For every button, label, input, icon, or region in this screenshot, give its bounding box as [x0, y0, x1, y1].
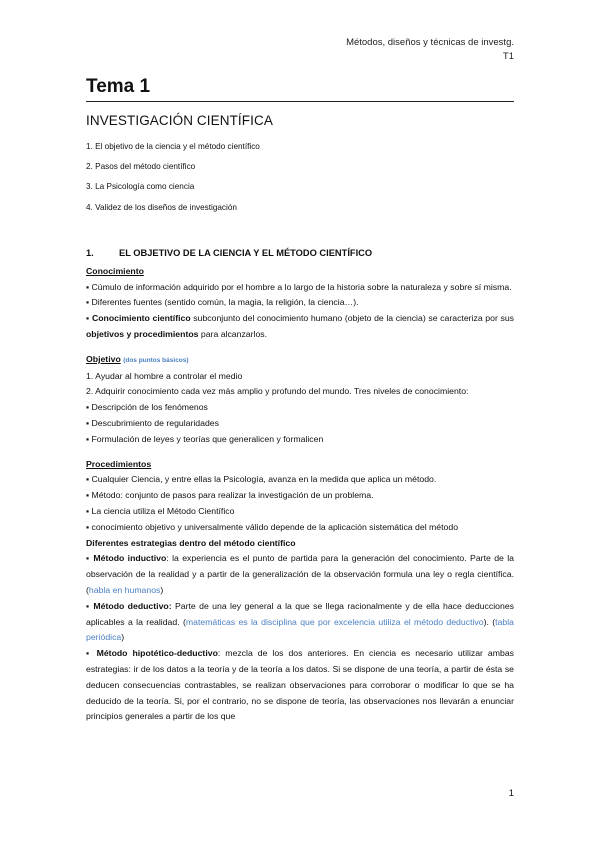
paragraph: ▪ Cualquier Ciencia, y entre ellas la Psicología, avanza en la medida que aplica un método.: [86, 474, 437, 485]
paragraph: 1. Ayudar al hombre a controlar el medio: [86, 370, 243, 381]
text-run: : mezcla de los dos anteriores. En ciencia es necesario utilizar ambas estrategias: ir de los datos a la teoría y de la teoría a los datos. Si se dispone de una teoría, a partir de ésta se deducen consecuencias contrastables, se realizan observaciones para corroborar o modificar lo que se ha deducido de la teoría. Si, por el contrario, no se dispone de teoría, las observaciones nos llevarán a enunciar principios generales a partir de los que: [86, 648, 514, 722]
paragraph: ▪ La ciencia utiliza el Método Científico: [86, 505, 235, 516]
paragraph: [86, 311, 514, 343]
subheading-objetivo: Objetivo: [86, 353, 121, 364]
section-title: EL OBJETIVO DE LA CIENCIA Y EL MÉTODO CIENTÍFICO: [119, 248, 373, 258]
text-run: ). (: [483, 616, 496, 627]
header-course-title: Métodos, diseños y técnicas de investg.: [346, 37, 514, 48]
bold-term: ▪ Método deductivo:: [86, 600, 172, 611]
bold-term: ▪ Método hipotético-deductivo: [86, 648, 218, 659]
section-number: 1.: [86, 248, 94, 258]
paragraph: [86, 551, 514, 598]
text-run: subconjunto del conocimiento humano (objeto de la ciencia) se caracteriza por sus: [190, 313, 515, 324]
text-run: ): [160, 584, 164, 595]
paragraph: ▪ Descubrimiento de regularidades: [86, 417, 219, 428]
spacer: [86, 448, 514, 457]
toc-item: 4. Validez de los diseños de investigación: [86, 202, 237, 212]
toc-item: 3. La Psicología como ciencia: [86, 182, 195, 192]
subheading-conocimiento: Conocimiento: [86, 265, 144, 276]
running-header: [346, 36, 514, 64]
text-run: : la experiencia es el punto de partida para la generación del conocimiento. Parte de la observación de la realidad y a partir de la generalización de la observación formula una ley o regla científica. (: [86, 553, 514, 595]
text-run: para alcanzarlos.: [198, 328, 268, 339]
bold-term: ▪ Método inductivo: [86, 553, 167, 564]
body-text: [86, 246, 514, 725]
paragraph: ▪ Diferentes fuentes (sentido común, la magia, la religión, la ciencia…).: [86, 297, 359, 308]
paragraph: ▪ Método: conjunto de pasos para realizar la investigación de un problema.: [86, 490, 374, 501]
annotation-note: matemáticas es la disciplina que por excelencia utiliza el método deductivo: [185, 616, 484, 627]
text-run: Parte de una ley general a la que se llega racionalmente y de ella hace deducciones aplicables a la realidad. (: [86, 600, 514, 627]
paragraph: [86, 599, 514, 646]
bold-term: objetivos y procedimientos: [86, 328, 199, 339]
title-divider: [86, 101, 514, 102]
annotation-note: tabla periódica: [86, 616, 514, 643]
text-run: ): [121, 632, 125, 643]
paragraph: 2. Adquirir conocimiento cada vez más amplio y profundo del mundo. Tres niveles de conocimiento:: [86, 386, 469, 397]
annotation-note: (dos puntos básicos): [123, 356, 189, 364]
page-number: 1: [508, 788, 514, 799]
spacer: [86, 343, 514, 352]
page-title: Tema 1: [86, 76, 151, 97]
paragraph: ▪ conocimiento objetivo y universalmente válido depende de la aplicación sistemática del método: [86, 521, 459, 532]
section-heading: [86, 246, 514, 262]
annotation-note: habla en humanos: [88, 584, 161, 595]
page-subtitle: INVESTIGACIÓN CIENTÍFICA: [86, 113, 273, 128]
paragraph: ▪ Cúmulo de información adquirido por el hombre a lo largo de la historia sobre la naturaleza y sobre sí misma.: [86, 281, 512, 292]
toc-item: 1. El objetivo de la ciencia y el método científico: [86, 142, 260, 151]
paragraph: ▪ Formulación de leyes y teorías que generalicen y formalicen: [86, 433, 324, 444]
bullet: ▪: [86, 313, 92, 324]
header-topic-code: T1: [502, 51, 514, 62]
objetivo-heading-line: [86, 352, 514, 369]
paragraph: [86, 646, 514, 725]
bold-term: Conocimiento científico: [91, 313, 191, 324]
paragraph: ▪ Descripción de los fenómenos: [86, 402, 208, 413]
toc-item: 2. Pasos del método científico: [86, 162, 196, 172]
table-of-contents: [86, 142, 260, 223]
subheading-procedimientos: Procedimientos: [86, 458, 152, 469]
subheading-estrategias: Diferentes estrategias dentro del método científico: [86, 537, 296, 548]
